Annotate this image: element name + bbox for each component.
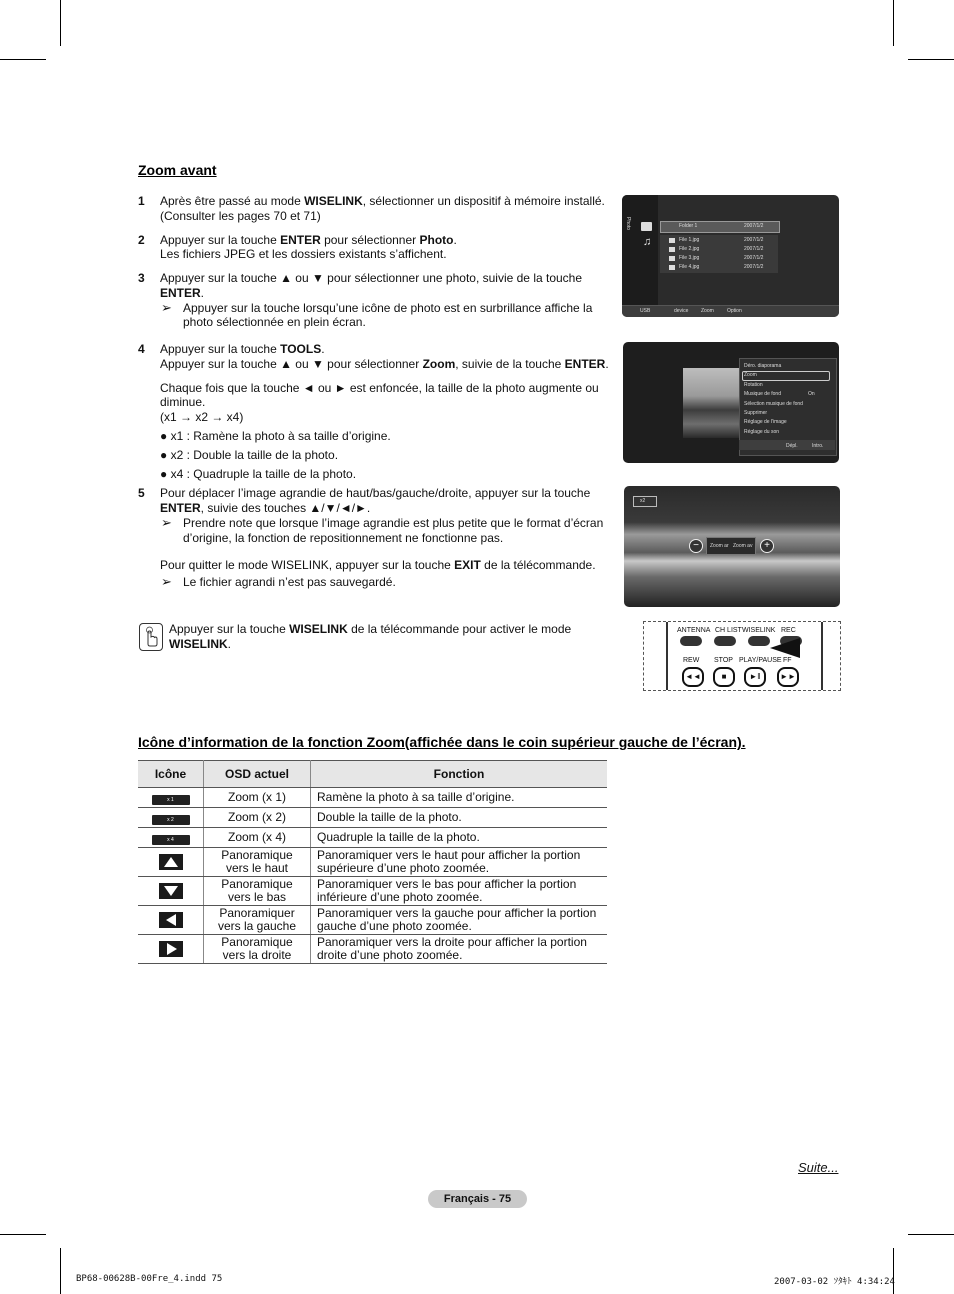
step1-line1: Après être passé au mode WISELINK, sélectionner un dispositif à mémoire installé. <box>160 194 605 208</box>
remote-label-playpause: PLAY/PAUSE <box>739 657 782 664</box>
osd-cell: Panoramique vers le haut <box>204 848 311 877</box>
function-cell: Panoramiquer vers le bas pour afficher la portion inférieure d’une photo zoomée. <box>311 877 608 906</box>
wiselink-button[interactable] <box>748 636 770 646</box>
table-header-row <box>138 761 607 788</box>
bar-device: device <box>674 308 689 314</box>
header-icone: Icône <box>138 761 204 788</box>
function-cell: Panoramiquer vers la droite pour afficher la portion droite d’une photo zoomée. <box>311 935 608 964</box>
bullet-x2: ● x2 : Double la taille de la photo. <box>160 448 339 462</box>
file-name[interactable]: File 4.jpg <box>679 264 700 270</box>
file-icon <box>669 256 675 261</box>
header-osd: OSD actuel <box>204 761 311 788</box>
step3-line1: Appuyer sur la touche ▲ ou ▼ pour sélectionner une photo, suivie de la touche <box>160 271 583 285</box>
stop-button[interactable]: ■ <box>713 667 735 687</box>
note-arrow-icon: ➢ <box>161 574 172 589</box>
step3-note-line2: photo sélectionnée en plein écran. <box>183 315 366 329</box>
zoom-in-icon[interactable]: + <box>760 539 774 553</box>
step3-line2: ENTER. <box>160 286 205 300</box>
zoom-x2-icon: x 2 <box>152 815 190 825</box>
step5-line1: Pour déplacer l’image agrandie de haut/bas/gauche/droite, appuyer sur la touche <box>160 486 591 500</box>
function-cell: Panoramiquer vers le haut pour afficher la portion supérieure d’une photo zoomée. <box>311 848 608 877</box>
file-name[interactable]: File 3.jpg <box>679 255 700 261</box>
table-row <box>138 906 607 935</box>
file-icon <box>669 265 675 270</box>
chlist-button[interactable] <box>714 636 736 646</box>
menu-item[interactable]: Supprimer <box>744 410 768 416</box>
step4-para-line1: Chaque fois que la touche ◄ ou ► est enfoncée, la taille de la photo augmente ou <box>160 381 599 395</box>
crop-mark <box>893 1248 894 1294</box>
bullet-x4: ● x4 : Quadruple la taille de la photo. <box>160 467 357 481</box>
step2-line1: Appuyer sur la touche ENTER pour sélectionner Photo. <box>160 233 457 247</box>
crop-mark <box>893 0 894 46</box>
photo-thumbnail <box>683 368 739 438</box>
osd-cell: Panoramiquer vers la gauche <box>204 906 311 935</box>
table-row <box>138 828 607 848</box>
print-info-left: BP68-00628B-00Fre_4.indd 75 <box>76 1274 223 1284</box>
step2-line2: Les fichiers JPEG et les dossiers existants s’affichent. <box>160 247 447 261</box>
file-date: 2007/1/2 <box>744 264 764 270</box>
menu-item[interactable]: Zoom <box>744 372 757 378</box>
remote-label-rew: REW <box>683 657 700 664</box>
tip-line1: Appuyer sur la touche WISELINK de la télécommande pour activer le mode <box>169 622 572 636</box>
ff-button[interactable]: ►► <box>777 667 799 687</box>
file-date: 2007/1/2 <box>744 255 764 261</box>
zoom-out-icon[interactable]: − <box>689 539 703 553</box>
remote-label-chlist: CH LIST <box>715 627 742 634</box>
function-cell: Panoramiquer vers la gauche pour afficher la portion gauche d’une photo zoomée. <box>311 906 608 935</box>
file-date: 2007/1/2 <box>744 237 764 243</box>
remote-label-stop: STOP <box>714 657 733 664</box>
note-arrow-icon: ➢ <box>161 300 172 315</box>
file-name[interactable]: File 1.jpg <box>679 237 700 243</box>
photo-icon <box>641 222 652 231</box>
function-cell: Quadruple la taille de la photo. <box>311 828 608 848</box>
step-number: 4 <box>138 342 145 356</box>
music-icon: ♫ <box>643 236 652 248</box>
remote-label-antenna: ANTENNA <box>677 627 711 634</box>
step4-para-line2: diminue. <box>160 395 206 409</box>
zoom-icon-table <box>138 760 607 964</box>
tip-line2: WISELINK. <box>169 637 232 651</box>
zoom-badge-text: x2 <box>640 498 646 504</box>
play-pause-button[interactable]: ►‖ <box>744 667 766 687</box>
step4-line2: Appuyer sur la touche ▲ ou ▼ pour sélectionner Zoom, suivie de la touche ENTER. <box>160 357 609 371</box>
menu-item[interactable]: Déro. diaporama <box>744 363 782 369</box>
header-fonction: Fonction <box>311 761 608 788</box>
exit-instruction: Pour quitter le mode WISELINK, appuyer sur la touche EXIT de la télécommande. <box>160 558 596 572</box>
step4-line1: Appuyer sur la touche TOOLS. <box>160 342 325 356</box>
continued-link: Suite... <box>798 1160 839 1175</box>
screenshot-zoomed-photo <box>624 486 840 607</box>
enter-label: Intro. <box>812 443 824 449</box>
menu-item[interactable]: Réglage de l'image <box>744 419 787 425</box>
remote-control-image <box>643 621 841 691</box>
bar-zoom: Zoom <box>701 308 714 314</box>
rew-button[interactable]: ◄◄ <box>682 667 704 687</box>
step5-note-line1: Prendre note que lorsque l’image agrandie est plus petite que le format d’écran <box>183 516 604 530</box>
zoom-x4-icon: x 4 <box>152 835 190 845</box>
print-info-right: 2007-03-02 ｿﾀｷﾄ 4:34:24 <box>774 1277 895 1287</box>
sidebar <box>622 195 658 305</box>
step5-note-line2: d’origine, la fonction de repositionnement ne fonctionne pas. <box>183 531 504 545</box>
step5-line2: ENTER, suivie des touches ▲/▼/◄/►. <box>160 501 371 515</box>
page-number-badge: Français - 75 <box>428 1190 527 1208</box>
menu-item[interactable]: Rotation <box>744 382 763 388</box>
osd-cell: Panoramique vers la droite <box>204 935 311 964</box>
hand-icon <box>139 623 163 651</box>
step1-line2: (Consulter les pages 70 et 71) <box>160 209 321 223</box>
step3-note-line1: Appuyer sur la touche lorsqu’une icône de photo est en surbrillance affiche la <box>183 301 593 315</box>
osd-cell: Panoramique vers le bas <box>204 877 311 906</box>
step-number: 2 <box>138 233 145 247</box>
step-number: 5 <box>138 486 145 500</box>
music-value: On <box>808 391 815 397</box>
osd-cell: Zoom (x 4) <box>204 828 311 848</box>
table-row <box>138 935 607 964</box>
zoom-out-label: Zoom ar <box>710 543 729 549</box>
crop-mark <box>60 0 61 46</box>
bullet-x1: ● x1 : Ramène la photo à sa taille d’origine. <box>160 429 391 443</box>
crop-mark <box>908 1234 954 1235</box>
file-icon <box>669 238 675 243</box>
antenna-button[interactable] <box>680 636 702 646</box>
screenshot-tools-menu <box>623 342 839 463</box>
remote-label-rec: REC <box>781 627 796 634</box>
step-number: 3 <box>138 271 145 285</box>
note-arrow-icon: ➢ <box>161 515 172 530</box>
crop-mark <box>0 1234 46 1235</box>
file-date: 2007/1/2 <box>744 246 764 252</box>
function-cell: Double la taille de la photo. <box>311 808 608 828</box>
table-row <box>138 808 607 828</box>
zoom-x1-icon: x 1 <box>152 795 190 805</box>
file-name[interactable]: File 2.jpg <box>679 246 700 252</box>
move-label: Dépl. <box>786 443 798 449</box>
menu-item[interactable]: Musique de fond <box>744 391 781 397</box>
crop-mark <box>908 59 954 60</box>
crop-mark <box>0 59 46 60</box>
folder-name: Folder 1 <box>679 223 698 229</box>
screenshot-photo-browser <box>622 195 839 317</box>
step4-para-line3: (x1 → x2 → x4) <box>160 410 244 424</box>
table-row <box>138 848 607 877</box>
table-row <box>138 788 607 808</box>
file-icon <box>669 247 675 252</box>
menu-item[interactable]: Réglage du son <box>744 429 780 435</box>
osd-cell: Zoom (x 2) <box>204 808 311 828</box>
section-title-zoom: Zoom avant <box>138 162 217 178</box>
section-title-zoom-icons: Icône d’information de la fonction Zoom(affichée dans le coin supérieur gauche de l’écran). <box>138 734 746 750</box>
side-label: Photo <box>625 217 631 231</box>
pointer-arrow-icon <box>770 638 800 658</box>
crop-mark <box>60 1248 61 1294</box>
left-arrow-icon <box>159 912 183 928</box>
zoom-in-label: Zoom av <box>733 543 753 549</box>
up-arrow-icon <box>159 854 183 870</box>
osd-cell: Zoom (x 1) <box>204 788 311 808</box>
bar-option: Option <box>727 308 742 314</box>
right-arrow-icon <box>159 941 183 957</box>
function-cell: Ramène la photo à sa taille d’origine. <box>311 788 608 808</box>
table-row <box>138 877 607 906</box>
down-arrow-icon <box>159 883 183 899</box>
folder-date: 2007/1/2 <box>744 223 764 229</box>
step-number: 1 <box>138 194 145 208</box>
step5-note2: Le fichier agrandi n’est pas sauvegardé. <box>183 575 396 589</box>
bar-usb: USB <box>640 308 651 314</box>
remote-label-ff: FF <box>783 657 792 664</box>
menu-item[interactable]: Sélection musique de fond <box>744 401 803 407</box>
remote-label-wiselink: WISELINK <box>742 627 776 634</box>
